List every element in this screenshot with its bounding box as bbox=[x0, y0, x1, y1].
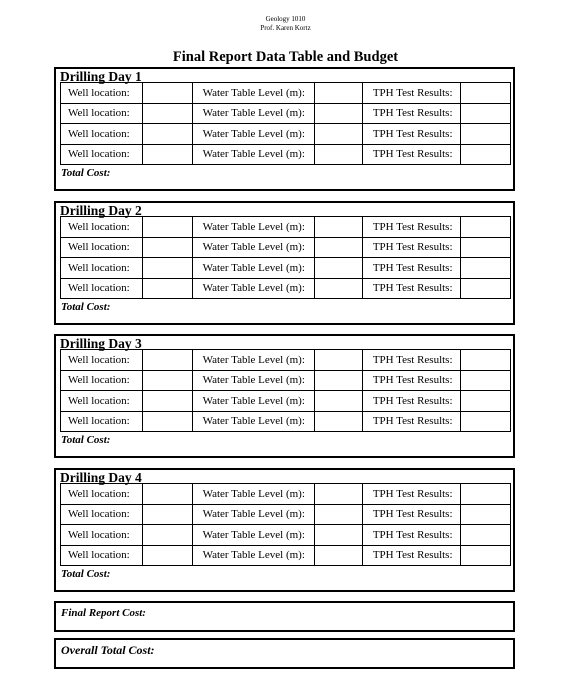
water-table-level-value[interactable] bbox=[314, 278, 362, 299]
well-location-label: Well location: bbox=[61, 124, 143, 145]
table-row bbox=[61, 350, 511, 371]
tph-test-results-label: TPH Test Results: bbox=[362, 525, 460, 546]
tph-test-results-label: TPH Test Results: bbox=[362, 144, 460, 165]
well-location-label: Well location: bbox=[61, 350, 143, 371]
tph-test-results-label: TPH Test Results: bbox=[362, 237, 460, 258]
water-table-level-value[interactable] bbox=[314, 350, 362, 371]
water-table-level-value[interactable] bbox=[314, 124, 362, 145]
tph-test-results-value[interactable] bbox=[460, 237, 510, 258]
drilling-data-table bbox=[60, 349, 511, 432]
total-cost-label: Total Cost: bbox=[61, 568, 111, 580]
table-row bbox=[61, 370, 511, 391]
tph-test-results-value[interactable] bbox=[460, 411, 510, 432]
professor-header: Prof. Karen Kortz bbox=[260, 24, 311, 32]
well-location-value[interactable] bbox=[142, 391, 192, 412]
water-table-level-value[interactable] bbox=[314, 504, 362, 525]
table-row bbox=[61, 103, 511, 124]
water-table-level-label: Water Table Level (m): bbox=[192, 103, 314, 124]
tph-test-results-value[interactable] bbox=[460, 525, 510, 546]
well-location-value[interactable] bbox=[142, 83, 192, 104]
final-report-cost-label: Final Report Cost: bbox=[61, 607, 146, 619]
well-location-value[interactable] bbox=[142, 258, 192, 279]
water-table-level-value[interactable] bbox=[314, 103, 362, 124]
tph-test-results-label: TPH Test Results: bbox=[362, 124, 460, 145]
water-table-level-label: Water Table Level (m): bbox=[192, 237, 314, 258]
drilling-day-heading: Drilling Day 3 bbox=[60, 336, 142, 351]
drilling-data-table bbox=[60, 483, 511, 566]
well-location-label: Well location: bbox=[61, 83, 143, 104]
tph-test-results-label: TPH Test Results: bbox=[362, 258, 460, 279]
table-row bbox=[61, 124, 511, 145]
water-table-level-label: Water Table Level (m): bbox=[192, 391, 314, 412]
well-location-label: Well location: bbox=[61, 237, 143, 258]
well-location-label: Well location: bbox=[61, 411, 143, 432]
tph-test-results-value[interactable] bbox=[460, 484, 510, 505]
table-row bbox=[61, 83, 511, 104]
overall-total-cost-box bbox=[54, 638, 515, 669]
page-title: Final Report Data Table and Budget bbox=[172, 49, 399, 65]
water-table-level-label: Water Table Level (m): bbox=[192, 258, 314, 279]
water-table-level-label: Water Table Level (m): bbox=[192, 83, 314, 104]
tph-test-results-value[interactable] bbox=[460, 217, 510, 238]
table-row bbox=[61, 525, 511, 546]
water-table-level-label: Water Table Level (m): bbox=[192, 370, 314, 391]
table-row bbox=[61, 144, 511, 165]
table-row bbox=[61, 484, 511, 505]
well-location-label: Well location: bbox=[61, 504, 143, 525]
water-table-level-value[interactable] bbox=[314, 391, 362, 412]
table-row bbox=[61, 391, 511, 412]
water-table-level-value[interactable] bbox=[314, 258, 362, 279]
well-location-value[interactable] bbox=[142, 144, 192, 165]
tph-test-results-label: TPH Test Results: bbox=[362, 545, 460, 566]
drilling-data-table bbox=[60, 82, 511, 165]
water-table-level-value[interactable] bbox=[314, 484, 362, 505]
tph-test-results-label: TPH Test Results: bbox=[362, 103, 460, 124]
tph-test-results-value[interactable] bbox=[460, 144, 510, 165]
table-row bbox=[61, 504, 511, 525]
tph-test-results-value[interactable] bbox=[460, 124, 510, 145]
well-location-label: Well location: bbox=[61, 144, 143, 165]
tph-test-results-label: TPH Test Results: bbox=[362, 278, 460, 299]
well-location-label: Well location: bbox=[61, 370, 143, 391]
water-table-level-value[interactable] bbox=[314, 237, 362, 258]
table-row bbox=[61, 411, 511, 432]
tph-test-results-value[interactable] bbox=[460, 370, 510, 391]
drilling-day-1-section bbox=[54, 67, 515, 191]
table-row bbox=[61, 237, 511, 258]
well-location-value[interactable] bbox=[142, 525, 192, 546]
well-location-value[interactable] bbox=[142, 278, 192, 299]
total-cost-label: Total Cost: bbox=[61, 167, 111, 179]
tph-test-results-value[interactable] bbox=[460, 504, 510, 525]
well-location-value[interactable] bbox=[142, 504, 192, 525]
well-location-value[interactable] bbox=[142, 217, 192, 238]
water-table-level-value[interactable] bbox=[314, 83, 362, 104]
well-location-label: Well location: bbox=[61, 103, 143, 124]
water-table-level-value[interactable] bbox=[314, 217, 362, 238]
drilling-day-3-section bbox=[54, 334, 515, 458]
tph-test-results-label: TPH Test Results: bbox=[362, 217, 460, 238]
total-cost-label: Total Cost: bbox=[61, 434, 111, 446]
table-row bbox=[61, 545, 511, 566]
tph-test-results-value[interactable] bbox=[460, 545, 510, 566]
water-table-level-value[interactable] bbox=[314, 545, 362, 566]
tph-test-results-value[interactable] bbox=[460, 258, 510, 279]
water-table-level-value[interactable] bbox=[314, 525, 362, 546]
drilling-data-table bbox=[60, 216, 511, 299]
well-location-value[interactable] bbox=[142, 411, 192, 432]
well-location-label: Well location: bbox=[61, 278, 143, 299]
well-location-value[interactable] bbox=[142, 237, 192, 258]
course-header: Geology 1010 bbox=[265, 15, 306, 23]
well-location-value[interactable] bbox=[142, 484, 192, 505]
total-cost-label: Total Cost: bbox=[61, 301, 111, 313]
well-location-label: Well location: bbox=[61, 217, 143, 238]
table-row bbox=[61, 278, 511, 299]
tph-test-results-label: TPH Test Results: bbox=[362, 370, 460, 391]
final-report-cost-box bbox=[54, 601, 515, 632]
water-table-level-label: Water Table Level (m): bbox=[192, 411, 314, 432]
water-table-level-label: Water Table Level (m): bbox=[192, 525, 314, 546]
well-location-label: Well location: bbox=[61, 525, 143, 546]
tph-test-results-value[interactable] bbox=[460, 391, 510, 412]
tph-test-results-label: TPH Test Results: bbox=[362, 350, 460, 371]
tph-test-results-label: TPH Test Results: bbox=[362, 391, 460, 412]
drilling-day-4-section bbox=[54, 468, 515, 592]
water-table-level-value[interactable] bbox=[314, 144, 362, 165]
water-table-level-label: Water Table Level (m): bbox=[192, 278, 314, 299]
tph-test-results-label: TPH Test Results: bbox=[362, 411, 460, 432]
water-table-level-label: Water Table Level (m): bbox=[192, 504, 314, 525]
overall-total-cost-label: Overall Total Cost: bbox=[61, 643, 155, 657]
well-location-label: Well location: bbox=[61, 391, 143, 412]
drilling-day-2-section bbox=[54, 201, 515, 325]
well-location-value[interactable] bbox=[142, 350, 192, 371]
tph-test-results-label: TPH Test Results: bbox=[362, 83, 460, 104]
tph-test-results-value[interactable] bbox=[460, 103, 510, 124]
water-table-level-label: Water Table Level (m): bbox=[192, 144, 314, 165]
tph-test-results-label: TPH Test Results: bbox=[362, 484, 460, 505]
water-table-level-label: Water Table Level (m): bbox=[192, 545, 314, 566]
water-table-level-value[interactable] bbox=[314, 370, 362, 391]
well-location-value[interactable] bbox=[142, 124, 192, 145]
table-row bbox=[61, 217, 511, 238]
drilling-day-heading: Drilling Day 2 bbox=[60, 203, 142, 218]
well-location-value[interactable] bbox=[142, 545, 192, 566]
well-location-label: Well location: bbox=[61, 258, 143, 279]
well-location-label: Well location: bbox=[61, 484, 143, 505]
well-location-value[interactable] bbox=[142, 370, 192, 391]
water-table-level-label: Water Table Level (m): bbox=[192, 350, 314, 371]
water-table-level-label: Water Table Level (m): bbox=[192, 217, 314, 238]
table-row bbox=[61, 258, 511, 279]
tph-test-results-value[interactable] bbox=[460, 83, 510, 104]
well-location-value[interactable] bbox=[142, 103, 192, 124]
drilling-day-heading: Drilling Day 1 bbox=[60, 69, 142, 84]
tph-test-results-value[interactable] bbox=[460, 278, 510, 299]
water-table-level-label: Water Table Level (m): bbox=[192, 484, 314, 505]
water-table-level-value[interactable] bbox=[314, 411, 362, 432]
well-location-label: Well location: bbox=[61, 545, 143, 566]
drilling-day-heading: Drilling Day 4 bbox=[60, 470, 142, 485]
water-table-level-label: Water Table Level (m): bbox=[192, 124, 314, 145]
tph-test-results-label: TPH Test Results: bbox=[362, 504, 460, 525]
tph-test-results-value[interactable] bbox=[460, 350, 510, 371]
